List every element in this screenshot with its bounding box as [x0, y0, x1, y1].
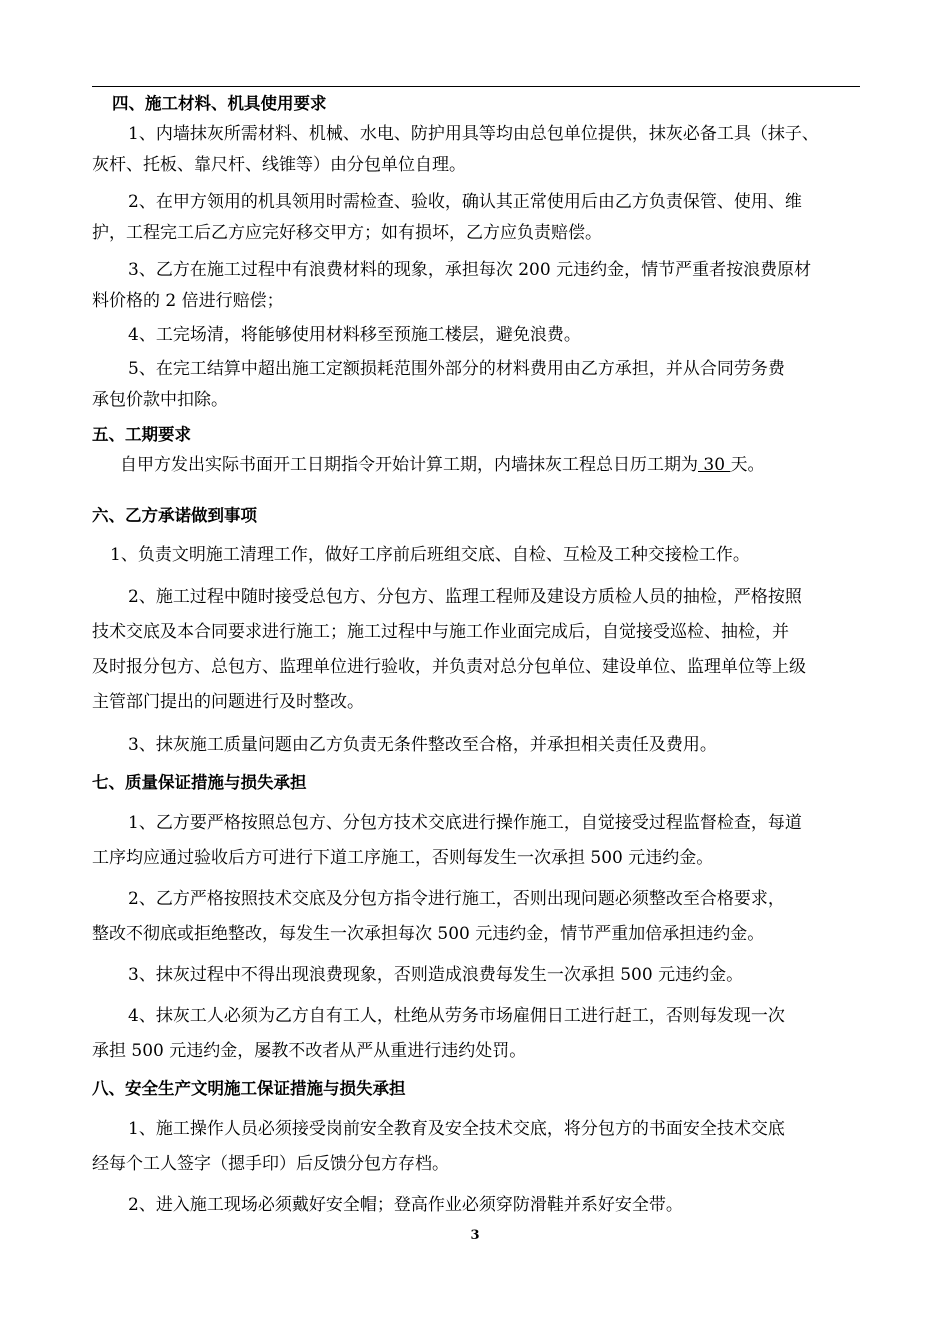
paragraph-line: 承包价款中扣除。 [92, 390, 228, 410]
paragraph-line: 2、乙方严格按照技术交底及分包方指令进行施工，否则出现问题必须整改至合格要求， [128, 889, 785, 909]
paragraph-line: 灰杆、托板、靠尺杆、线锥等）由分包单位自理。 [92, 155, 466, 175]
paragraph-line: 1、施工操作人员必须接受岗前安全教育及安全技术交底，将分包方的书面安全技术交底 [128, 1119, 785, 1139]
paragraph-line: 护，工程完工后乙方应完好移交甲方；如有损坏，乙方应负责赔偿。 [92, 223, 602, 243]
paragraph-line: 1、内墙抹灰所需材料、机械、水电、防护用具等均由总包单位提供，抹灰必备工具（抹子、 [128, 124, 819, 144]
construction-period-line [92, 450, 862, 481]
paragraph-line: 承担 500 元违约金，屡教不改者从严从重进行违约处罚。 [92, 1041, 527, 1061]
document-body [92, 90, 862, 1221]
paragraph-line: 2、进入施工现场必须戴好安全帽；登高作业必须穿防滑鞋并系好安全带。 [128, 1195, 683, 1215]
paragraph-line: 技术交底及本合同要求进行施工；施工过程中与施工作业面完成后，自觉接受巡检、抽检，并 [92, 622, 789, 642]
paragraph-line: 2、施工过程中随时接受总包方、分包方、监理工程师及建设方质检人员的抽检，严格按照 [128, 587, 802, 607]
paragraph-line: 5、在完工结算中超出施工定额损耗范围外部分的材料费用由乙方承担，并从合同劳务费 [128, 359, 785, 379]
paragraph-line: 整改不彻底或拒绝整改，每发生一次承担每次 500 元违约金，情节严重加倍承担违约金。 [92, 924, 765, 944]
header-rule [92, 86, 860, 87]
section-heading-8: 八、安全生产文明施工保证措施与损失承担 [92, 1079, 406, 1098]
paragraph-line: 主管部门提出的问题进行及时整改。 [92, 692, 364, 712]
period-unit: 天。 [730, 455, 765, 475]
paragraph-line: 1、乙方要严格按照总包方、分包方技术交底进行操作施工，自觉接受过程监督检查，每道 [128, 813, 802, 833]
paragraph-line: 及时报分包方、总包方、监理单位进行验收，并负责对总分包单位、建设单位、监理单位等上级 [92, 657, 806, 677]
paragraph-line: 3、抹灰过程中不得出现浪费现象，否则造成浪费每发生一次承担 500 元违约金。 [128, 965, 744, 985]
paragraph-line: 2、在甲方领用的机具领用时需检查、验收，确认其正常使用后由乙方负责保管、使用、维 [128, 192, 802, 212]
period-text: 自甲方发出实际书面开工日期指令开始计算工期，内墙抹灰工程总日历工期为 [120, 455, 698, 475]
page-number: 3 [470, 1228, 480, 1243]
section-heading-4: 四、施工材料、机具使用要求 [112, 94, 327, 113]
section-heading-5: 五、工期要求 [92, 425, 191, 444]
paragraph-line: 4、抹灰工人必须为乙方自有工人，杜绝从劳务市场雇佣日工进行赶工，否则每发现一次 [128, 1006, 785, 1026]
paragraph-line: 4、工完场清，将能够使用材料移至预施工楼层，避免浪费。 [128, 325, 581, 345]
paragraph-line: 3、抹灰施工质量问题由乙方负责无条件整改至合格，并承担相关责任及费用。 [128, 735, 717, 755]
paragraph-line: 经每个工人签字（摁手印）后反馈分包方存档。 [92, 1154, 449, 1174]
paragraph-line: 工序均应通过验收后方可进行下道工序施工，否则每发生一次承担 500 元违约金。 [92, 848, 714, 868]
section-heading-7: 七、质量保证措施与损失承担 [92, 773, 307, 792]
paragraph-line: 3、乙方在施工过程中有浪费材料的现象，承担每次 200 元违约金，情节严重者按浪费原材 [128, 260, 812, 280]
section-heading-6: 六、乙方承诺做到事项 [92, 506, 257, 525]
period-days-value: 30 [698, 455, 731, 475]
paragraph-line: 1、负责文明施工清理工作，做好工序前后班组交底、自检、互检及工种交接检工作。 [110, 545, 750, 565]
paragraph-line: 料价格的 2 倍进行赔偿； [92, 291, 284, 311]
